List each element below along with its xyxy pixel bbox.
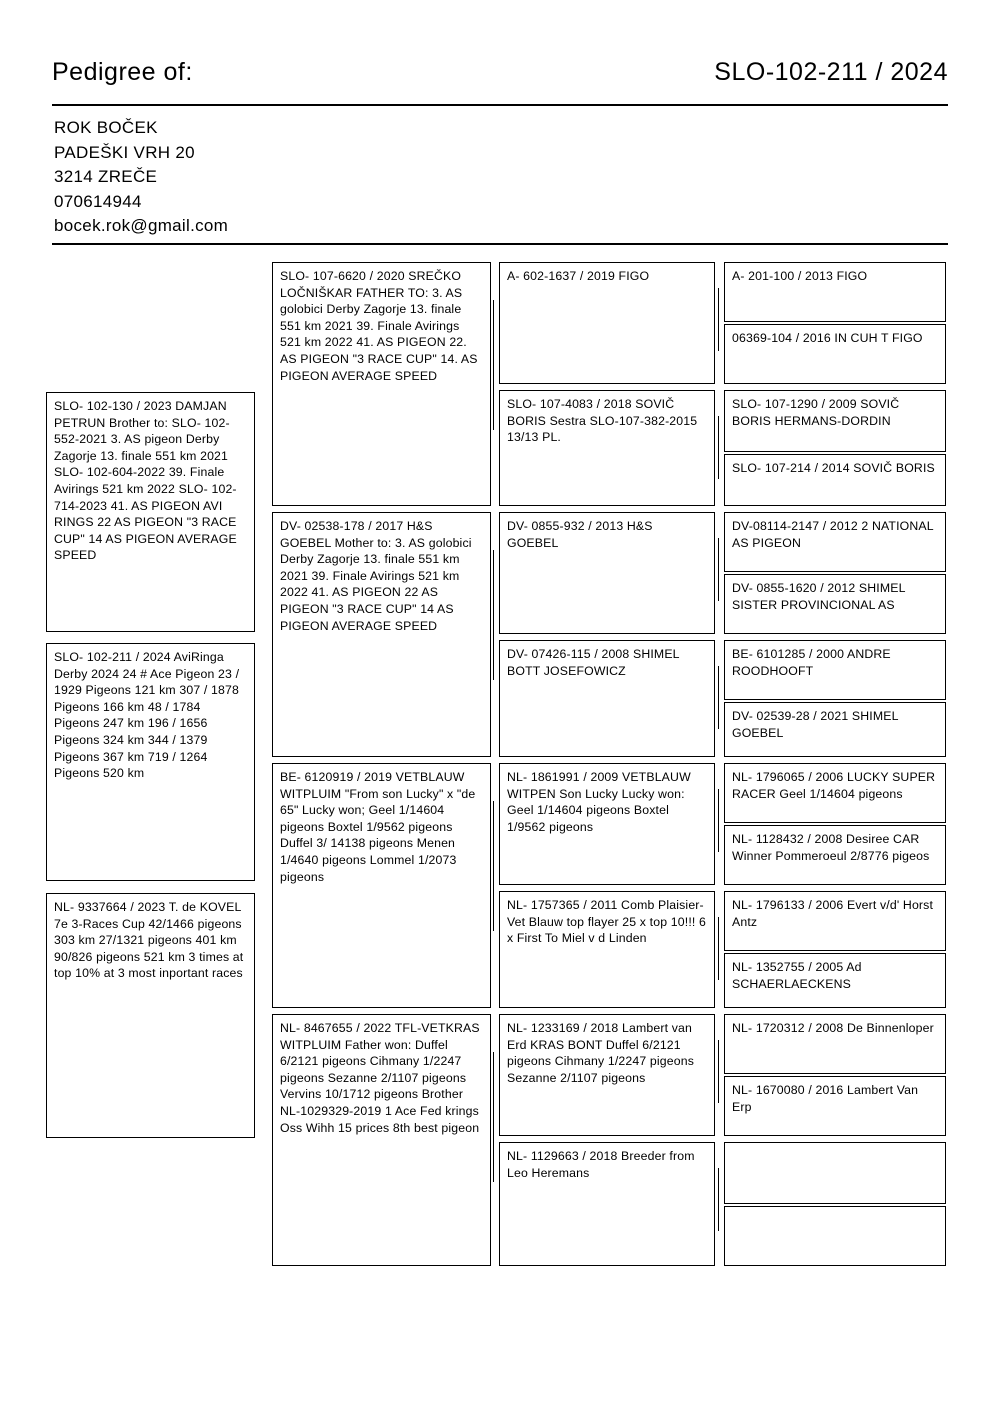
- connector-g4-3: [718, 538, 724, 601]
- pedigree-box-g3-4: DV- 07426-115 / 2008 SHIMEL BOTT JOSEFOWICZ: [499, 640, 715, 757]
- pedigree-box-g4-14: NL- 1670080 / 2016 Lambert Van Erp: [724, 1076, 946, 1136]
- owner-phone: 070614944: [54, 191, 142, 211]
- pedigree-box-g4-10: NL- 1128432 / 2008 Desiree CAR Winner Pommeroeul 2/8776 pigeos: [724, 825, 946, 885]
- owner-address: PADEŠKI VRH 20: [54, 142, 195, 162]
- pedigree-box-g4-9: NL- 1796065 / 2006 LUCKY SUPER RACER Geel 1/14604 pigeons: [724, 763, 946, 823]
- pedigree-box-dam: NL- 9337664 / 2023 T. de KOVEL 7e 3-Races Cup 42/1466 pigeons 303 km 27/1321 pigeons 401 km 90/826 pigeons 521 km 3 times at top 10% at 3 most inportant races: [46, 893, 255, 1138]
- pedigree-box-g4-11: NL- 1796133 / 2006 Evert v/d' Horst Antz: [724, 891, 946, 951]
- header-divider: [52, 104, 948, 106]
- connector-g3-2: [493, 550, 499, 680]
- owner-name: ROK BOČEK: [54, 118, 158, 137]
- pedigree-box-g3-2: SLO- 107-4083 / 2018 SOVIČ BORIS Sestra SLO-107-382-2015 13/13 PL.: [499, 390, 715, 506]
- pedigree-box-g3-5: NL- 1861991 / 2009 VETBLAUW WITPEN Son Lucky Lucky won: Geel 1/14604 pigeons Boxtel 1/9562 pigeons: [499, 763, 715, 885]
- pedigree-box-g4-16: [724, 1206, 946, 1266]
- pedigree-box-g4-2: 06369-104 / 2016 IN CUH T FIGO: [724, 324, 946, 384]
- pedigree-box-sire: SLO- 102-130 / 2023 DAMJAN PETRUN Brother to: SLO- 102-552-2021 3. AS pigeon Derby Zagorje 13. finale 551 km 2021 SLO- 102-604-2022 39. Finale Avirings 521 km 2022 SLO- 102-714-2023 41. AS PIGEON AVI RINGS 22 AS PIGEON "3 RACE CUP" 14 AS PIGEON AVERAGE SPEED: [46, 392, 255, 632]
- pedigree-box-g4-1: A- 201-100 / 2013 FIGO: [724, 262, 946, 322]
- connector-g4-2: [718, 416, 724, 479]
- owner-divider: [52, 243, 948, 245]
- pedigree-box-g2-3: BE- 6120919 / 2019 VETBLAUW WITPLUIM "From son Lucky" x "de 65" Lucky won; Geel 1/14604 pigeons Boxtel 1/9562 pigeons Duffel 3/ 14138 pigeons Menen 1/4640 pigeons Lommel 1/2073 pigeons: [272, 763, 491, 1008]
- pedigree-box-g3-6: NL- 1757365 / 2011 Comb Plaisier-Vet Blauw top flayer 25 x top 10!!! 6 x First To Miel v d Linden: [499, 891, 715, 1008]
- pedigree-box-g4-7: BE- 6101285 / 2000 ANDRE ROODHOOFT: [724, 640, 946, 700]
- connector-g3-3: [493, 801, 499, 931]
- connector-g3-4: [493, 1052, 499, 1182]
- connector-g4-4: [718, 666, 724, 729]
- pedigree-box-g2-2: DV- 02538-178 / 2017 H&S GOEBEL Mother to: 3. AS golobici Derby Zagorje 13. finale 551 km 2021 39. Finale Avirings 521 km 2022 41. AS PIGEON 22 AS PIGEON "3 RACE CUP" 14 AS PIGEON AVERAGE SPEED: [272, 512, 491, 757]
- pedigree-box-g3-1: A- 602-1637 / 2019 FIGO: [499, 262, 715, 384]
- owner-city: 3214 ZREČE: [54, 167, 158, 186]
- connector-g4-5: [718, 789, 724, 852]
- pedigree-box-g4-6: DV- 0855-1620 / 2012 SHIMEL SISTER PROVINCIONAL AS: [724, 574, 946, 634]
- owner-email: bocek.rok@gmail.com: [54, 216, 229, 235]
- connector-g4-8: [718, 1168, 724, 1231]
- pedigree-box-g2-1: SLO- 107-6620 / 2020 SREČKO LOČNIŠKAR FATHER TO: 3. AS golobici Derby Zagorje 13. finale 551 km 2021 39. Finale Avirings 521 km 2022 41. AS PIGEON 22. AS PIGEON "3 RACE CUP" 14. AS PIGEON AVERAGE SPEED: [272, 262, 491, 506]
- pedigree-box-g4-3: SLO- 107-1290 / 2009 SOVIČ BORIS HERMANS-DORDIN: [724, 390, 946, 452]
- connector-g3-1: [493, 300, 499, 430]
- page-title: Pedigree of:: [52, 58, 193, 86]
- pedigree-box-g4-4: SLO- 107-214 / 2014 SOVIČ BORIS: [724, 454, 946, 506]
- pedigree-box-g4-13: NL- 1720312 / 2008 De Binnenloper: [724, 1014, 946, 1074]
- owner-block: [54, 116, 228, 239]
- pedigree-box-g3-7: NL- 1233169 / 2018 Lambert van Erd KRAS BONT Duffel 6/2121 pigeons Cihmany 1/2247 pigeons Sezanne 2/1107 pigeons: [499, 1014, 715, 1136]
- pedigree-box-g3-3: DV- 0855-932 / 2013 H&S GOEBEL: [499, 512, 715, 634]
- pedigree-box-g3-8: NL- 1129663 / 2018 Breeder from Leo Heremans: [499, 1142, 715, 1266]
- pedigree-box-g4-12: NL- 1352755 / 2005 Ad SCHAERLAECKENS: [724, 953, 946, 1008]
- connector-g4-7: [718, 1040, 724, 1103]
- connector-g4-6: [718, 917, 724, 980]
- pedigree-box-g4-15: [724, 1142, 946, 1204]
- subject-ring-number: SLO-102-211 / 2024: [714, 58, 948, 86]
- pedigree-box-g4-8: DV- 02539-28 / 2021 SHIMEL GOEBEL: [724, 702, 946, 757]
- header: [52, 58, 948, 87]
- pedigree-box-g4-5: DV-08114-2147 / 2012 2 NATIONAL AS PIGEON: [724, 512, 946, 572]
- connector-g4-1: [718, 288, 724, 351]
- pedigree-box-subject: SLO- 102-211 / 2024 AviRinga Derby 2024 24 # Ace Pigeon 23 / 1929 Pigeons 121 km 307 / 1878 Pigeons 166 km 48 / 1784 Pigeons 247 km 196 / 1656 Pigeons 324 km 344 / 1379 Pigeons 367 km 719 / 1264 Pigeons 520 km: [46, 643, 255, 881]
- pedigree-box-g2-4: NL- 8467655 / 2022 TFL-VETKRAS WITPLUIM Father won: Duffel 6/2121 pigeons Cihmany 1/2247 pigeons Sezanne 2/1107 pigeons Vervins 10/1712 pigeons Brother NL-1029329-2019 1 Ace Fed krings Oss Wihh 15 prices 8th best pigeon: [272, 1014, 491, 1266]
